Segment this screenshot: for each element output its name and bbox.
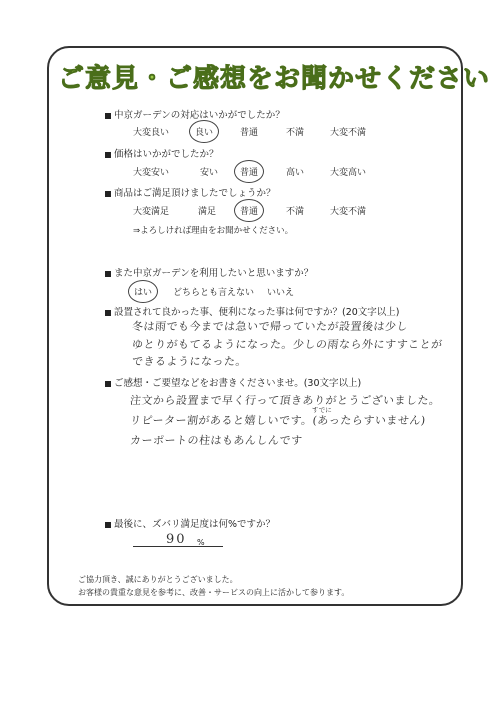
q3-option-2[interactable]: 満足	[198, 207, 217, 217]
question-1: 中京ガーデンの対応はいかがでしたか？	[105, 107, 285, 121]
satisfaction-unit: %	[197, 538, 205, 547]
q4-option-2[interactable]: どちらとも言えない	[173, 288, 255, 298]
footer-message: お客様の貴重な意見を参考に、改善・サービスの向上に活かして参ります。	[78, 588, 350, 597]
q6-answer-line-1: 注文から設置まで早く行って頂きありがとうございました。	[129, 394, 442, 407]
q1-option-5[interactable]: 大変不満	[330, 128, 367, 138]
form-title: ご意見・ご感想をお聞かせください	[58, 64, 491, 94]
q3-option-4[interactable]: 不満	[286, 207, 305, 217]
q3-reason-prompt: ⇒よろしければ理由をお聞かせください。	[133, 226, 294, 236]
q4-option-1[interactable]: はい	[134, 285, 152, 298]
q2-option-2[interactable]: 安い	[200, 168, 219, 178]
q2-option-4[interactable]: 高い	[286, 168, 305, 178]
q6-insertion-note: すでに	[312, 406, 332, 414]
q3-option-5[interactable]: 大変不満	[330, 207, 367, 217]
q2-option-5[interactable]: 大変高い	[330, 168, 367, 178]
q3-option-1[interactable]: 大変満足	[133, 207, 170, 217]
question-3: 商品はご満足頂けましたでしょうか？	[105, 185, 276, 199]
footer-thanks: ご協力頂き、誠にありがとうございました。	[78, 575, 238, 584]
q3-option-3[interactable]: 普通	[240, 204, 258, 217]
q5-answer-line-3: できるようになった。	[131, 355, 248, 368]
question-6: ご感想・ご要望などをお書きくださいませ。(30文字以上)	[105, 375, 361, 389]
q2-option-1[interactable]: 大変安い	[133, 168, 170, 178]
q6-answer-line-3: カーポートの柱はもあんしんです	[129, 434, 304, 447]
q5-answer-line-2: ゆとりがもてるようになった。少しの雨なら外にすすことが	[131, 338, 444, 351]
question-4: また中京ガーデンを利用したいと思いますか？	[105, 265, 313, 279]
q6-answer-line-2: リピーター割があると嬉しいです。(あったらすいません)	[129, 414, 427, 427]
q1-option-2[interactable]: 良い	[195, 125, 213, 138]
q5-answer-line-1: 冬は雨でも今までは急いで帰っていたが設置後は少し	[131, 320, 409, 333]
question-2: 価格はいかがでしたか？	[105, 146, 219, 160]
q2-option-3[interactable]: 普通	[240, 165, 258, 178]
q1-option-3[interactable]: 普通	[240, 128, 259, 138]
q1-option-4[interactable]: 不満	[286, 128, 305, 138]
satisfaction-value: 90	[166, 532, 187, 547]
q1-option-1[interactable]: 大変良い	[133, 128, 170, 138]
q4-option-3[interactable]: いいえ	[267, 288, 295, 298]
question-7: 最後に、ズバリ満足度は何%ですか？	[105, 516, 275, 530]
question-5: 設置されて良かった事、便利になった事は何ですか？(20文字以上)	[105, 304, 400, 318]
satisfaction-underline	[133, 546, 223, 547]
